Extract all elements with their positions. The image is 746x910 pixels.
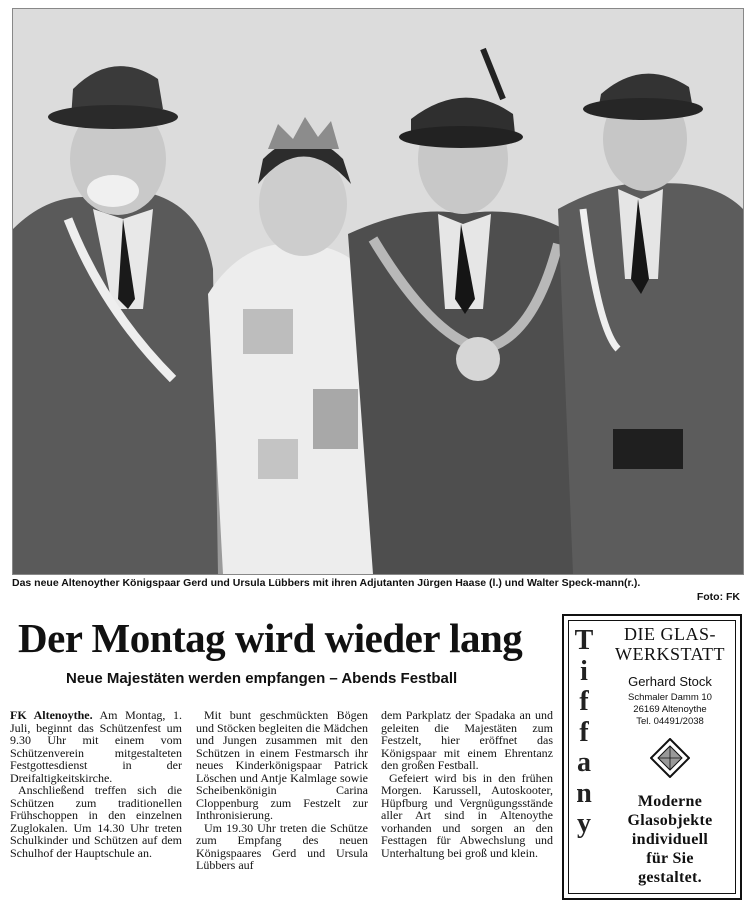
paragraph	[10, 709, 182, 784]
paragraph: Mit bunt geschmückten Bögen und Stöcken begleiten die Mädchen und Jungen zusammen mit den Schützen in einem Festmarsch ihr neues Kinderkönigspaar Patrick Löschen und Antje Kalmlage sowie Scheibenkönigin Carina Cloppenburg zum Festzelt zur Inthronisierung.	[196, 708, 368, 822]
ad-brand-line: WERKSTATT	[614, 644, 726, 664]
dateline: FK Altenoythe.	[10, 708, 93, 722]
paragraph: Anschließend treffen sich die Schützen zum traditionellen Frühschoppen in den einzelnen Zuglokalen. Um 14.30 Uhr treten Schulkinder und Schützen auf dem Schulhof der Hauptschule an.	[10, 783, 182, 860]
ad-slogan-line: Glasobjekte	[627, 812, 713, 829]
tiffany-vertical-text	[570, 626, 598, 840]
headline: Der Montag wird wieder lang	[18, 615, 523, 661]
subheadline: Neue Majestäten werden empfangen – Abends Festball	[66, 670, 458, 687]
ad-slogan-line: für Sie	[646, 850, 694, 867]
glaswerkstatt-advertisement	[562, 614, 742, 900]
ad-slogan-line: individuell	[631, 831, 709, 848]
tiffany-letter: a	[577, 747, 591, 778]
group-photo	[12, 8, 744, 575]
tiffany-letter: f	[579, 716, 589, 748]
ad-owner: Gerhard Stock	[628, 674, 712, 689]
tiffany-letter: n	[576, 777, 592, 809]
ad-slogan-line: Moderne	[637, 793, 703, 810]
ad-phone: Tel. 04491/2038	[636, 716, 704, 727]
ad-brand	[608, 624, 732, 664]
paragraph: Gefeiert wird bis in den frühen Morgen. Karussell, Autoskooter, Hüpfburg und Vergnügungsstände aller Art sind in Altenoythe vorhanden und sorgen an den Festtagen für Abwechslung und Unterhaltung bei groß und klein.	[381, 770, 553, 860]
photo-illustration	[13, 9, 743, 574]
ad-slogan	[604, 792, 736, 887]
ad-brand-line: DIE GLAS-	[624, 624, 716, 644]
diamond-glass-icon	[650, 738, 690, 778]
tiffany-letter: y	[577, 808, 591, 839]
paragraph: dem Parkplatz der Spadaka an und geleiten die Majestäten zum Festzelt, hier eröffnet das Königspaar mit einem Ehrentanz den großen Festball.	[381, 708, 553, 772]
ad-street: Schmaler Damm 10	[628, 692, 712, 703]
article-column-2	[196, 709, 368, 872]
article-column-1	[10, 709, 182, 859]
tiffany-letter: i	[580, 655, 588, 687]
ad-city: 26169 Altenoythe	[633, 704, 707, 715]
paragraph: Um 19.30 Uhr treten die Schütze zum Empfang des neuen Königspaares Gerd und Ursula Lübbers auf	[196, 820, 368, 872]
paragraph-text: Am Montag, 1. Juli, beginnt das Schützenfest um 9.30 Uhr mit einem vom Schützenverein mitgestalteten Festgottesdienst in der Dreifaltigkeitskirche.	[10, 708, 182, 785]
photo-credit: Foto: FK	[696, 591, 740, 603]
ad-address	[608, 692, 732, 728]
article-column-3	[381, 709, 553, 859]
tiffany-letter: T	[574, 625, 594, 656]
photo-caption: Das neue Altenoyther Königspaar Gerd und Ursula Lübbers mit ihren Adjutanten Jürgen Haase (l.) und Walter Speck-mann(r.).	[12, 577, 641, 589]
tiffany-letter: f	[579, 686, 589, 717]
ad-slogan-line: gestaltet.	[638, 869, 702, 886]
